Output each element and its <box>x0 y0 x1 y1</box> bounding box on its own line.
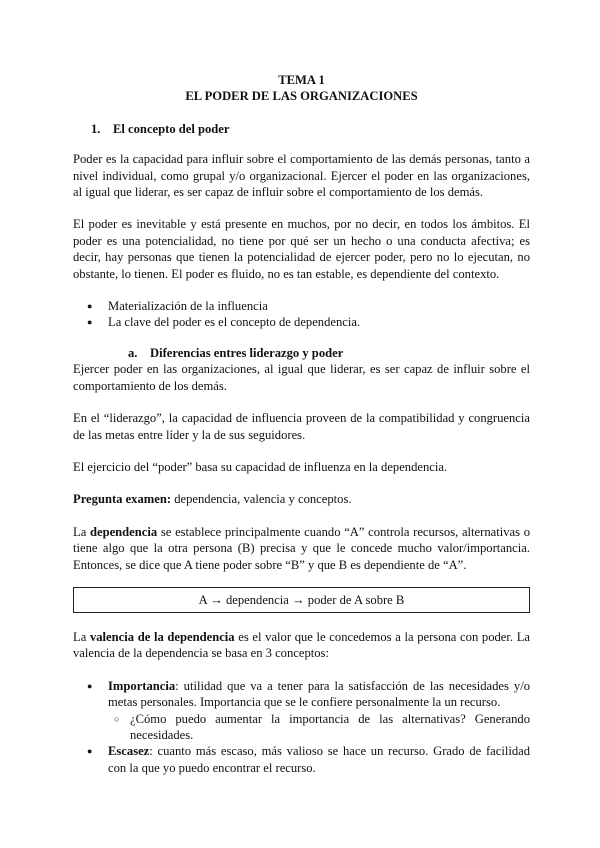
paragraph-6 <box>73 491 530 507</box>
paragraph-5: El ejercicio del “poder” basa su capacidad de influenza en la dependencia. <box>73 459 448 474</box>
list-item: ● La clave del poder es el concepto de dependencia. <box>73 314 530 330</box>
subsection-heading <box>73 345 530 361</box>
paragraph-4: En el “liderazgo”, la capacidad de influencia proveen de la compatibilidad y congruencia de las metas entre líder y la de sus seguidores. <box>73 411 530 442</box>
list-item: ● Materialización de la influencia <box>73 298 530 314</box>
bold-term: valencia de la dependencia <box>89 629 235 644</box>
subsection-number: a. <box>128 345 138 360</box>
bullet-list-2 <box>73 678 530 776</box>
title-line1: TEMA 1 <box>278 73 325 87</box>
subsection-title: Diferencias entres liderazgo y poder <box>150 345 344 360</box>
text: es el valor que le concedemos a la persona con poder. La valencia de la dependencia se basa en 3 conceptos: <box>73 629 530 661</box>
exam-text: dependencia, valencia y conceptos. <box>171 492 352 507</box>
section-heading <box>73 121 530 137</box>
list-item <box>73 678 530 711</box>
bold-term: dependencia <box>89 524 158 539</box>
text: : cuanto más escaso, más valioso se hace un recurso. Grado de facilidad con la que yo puedo encontrar el recurso. <box>108 744 530 775</box>
text: La <box>73 629 90 644</box>
bullet-list-1 <box>73 298 530 331</box>
bold-term: Importancia <box>108 678 176 693</box>
paragraph-8 <box>73 629 530 662</box>
list-item <box>73 743 530 776</box>
sub-list-item: ○ ¿Cómo puedo aumentar la importancia de las alternativas? Generando necesidades. <box>73 711 530 744</box>
text: : utilidad que va a tener para la satisfacción de las necesidades y/o metas personales. Importancia que se le confiere personalmente la un recurso. <box>108 678 530 710</box>
text: se establece principalmente cuando “A” controla recursos, alternativas o tiene algo que la otra persona (B) precisa y que le concede mucho valor/importancia. Entonces, se dice que A tiene poder sobre “B” y que B es dependiente de “A”. <box>73 524 530 572</box>
document-title <box>73 72 530 105</box>
section-title: El concepto del poder <box>113 121 230 136</box>
text: La <box>73 524 90 539</box>
section-number: 1. <box>91 121 101 136</box>
bold-term: Escasez <box>108 744 150 759</box>
exam-label: Pregunta examen: <box>73 492 172 507</box>
paragraph-1: Poder es la capacidad para influir sobre el comportamiento de las demás personas, tanto a nivel individual, como grupal y/o organizacional. Ejercer el poder en las organizaciones, al igual que liderar, es ser capaz de influir sobre el comportamiento de los demás. <box>73 152 530 200</box>
paragraph-3: Ejercer poder en las organizaciones, al igual que liderar, es ser capaz de influir sobre el comportamiento de los demás. <box>73 362 530 393</box>
formula-box: A → dependencia → poder de A sobre B <box>73 587 530 613</box>
title-line2: EL PODER DE LAS ORGANIZACIONES <box>185 89 418 104</box>
paragraph-7 <box>73 524 530 573</box>
paragraph-2: El poder es inevitable y está presente en muchos, por no decir, en todos los ámbitos. El poder es una potencialidad, no tiene por qué ser un hecho o una conducta afectiva; es decir, hay personas que tienen la potencialidad de ejercer poder, pero no lo ejecutan, no obstante, lo tienen. El poder es fluido, no es tan estable, es dependiente del contexto. <box>73 217 530 281</box>
